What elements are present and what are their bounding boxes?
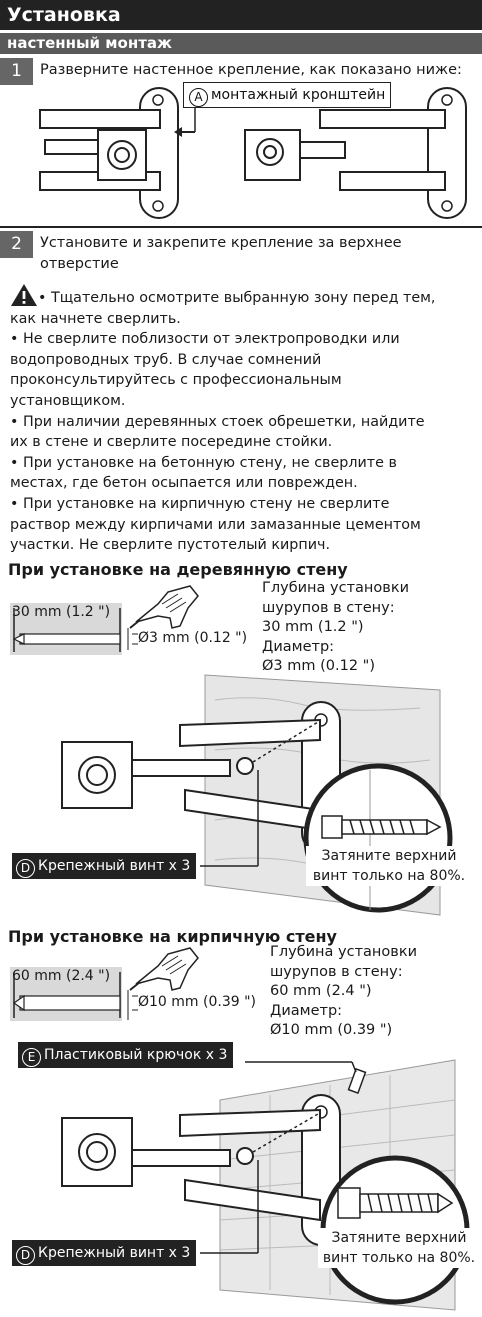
plastic-anchor-tag <box>18 1042 233 1068</box>
step-2-number: 2 <box>0 231 33 258</box>
wood-spec-line: 30 mm (1.2 ") <box>262 619 364 635</box>
drill-icon <box>128 944 203 994</box>
warning-line: • При наличии деревянных стоек обрешетки, найдите <box>10 413 425 430</box>
wood-spec-line: Глубина установки <box>262 580 409 596</box>
wood-spec-line: Ø3 mm (0.12 ") <box>262 658 375 674</box>
brick-tighten-note <box>318 1228 480 1268</box>
plastic-anchor-tag-text: Пластиковый крючок x 3 <box>44 1047 228 1063</box>
brick-spec-line: Глубина установки <box>270 944 417 960</box>
letter-d-badge: D <box>16 859 35 878</box>
warning-line: • При установке на кирпичную стену не сверлите <box>10 495 390 512</box>
wood-spec-line: шурупов в стену: <box>262 599 395 616</box>
warning-line: проконсультируйтесь с профессиональным <box>10 372 342 389</box>
page-subtitle: настенный монтаж <box>0 33 482 54</box>
warning-line: местах, где бетон осыпается или поврежден. <box>10 475 358 492</box>
brick-tighten-line: винт только на 80%. <box>322 1250 476 1266</box>
step-2-text-line2: отверстие <box>40 256 119 272</box>
brick-spec <box>270 943 417 1041</box>
warning-line: участки. Не сверлите пустотелый кирпич. <box>10 537 330 554</box>
warning-list <box>10 288 478 556</box>
warning-icon <box>10 283 38 307</box>
page-title: Установка <box>0 0 482 30</box>
brick-screw-tag <box>12 1240 196 1266</box>
drill-icon <box>128 582 203 632</box>
mounting-bracket-label-text: монтажный кронштейн <box>211 87 386 103</box>
letter-a-badge: A <box>189 88 208 107</box>
brick-wall-title: При установке на кирпичную стену <box>8 927 337 946</box>
letter-d-badge: D <box>16 1246 35 1265</box>
divider <box>0 226 482 228</box>
wood-spec <box>262 579 409 677</box>
wood-spec-line: Диаметр: <box>262 638 335 655</box>
step-1-number: 1 <box>0 58 33 85</box>
brick-spec-line: шурупов в стену: <box>270 963 403 980</box>
letter-e-badge: E <box>22 1048 41 1067</box>
step-2-text-line1: Установите и закрепите крепление за верхнее <box>40 235 402 251</box>
warning-line: • При установке на бетонную стену, не сверлите в <box>10 454 397 471</box>
brick-tighten-line: Затяните верхний <box>331 1230 467 1246</box>
wood-tighten-line: винт только на 80%. <box>312 868 466 884</box>
wood-depth-label: 30 mm (1.2 ") <box>12 604 111 620</box>
warning-line: раствор между кирпичами или замазанные цементом <box>10 516 421 533</box>
brick-wall-mount-illustration <box>0 1040 482 1317</box>
brick-spec-line: Диаметр: <box>270 1002 343 1019</box>
wood-diameter-label: Ø3 mm (0.12 ") <box>138 630 248 646</box>
warning-line: как начнете сверлить. <box>10 310 181 327</box>
mounting-bracket-label <box>183 82 391 108</box>
warning-line: установщиком. <box>10 392 126 409</box>
warning-line: • Тщательно осмотрите выбранную зону перед тем, <box>38 290 436 306</box>
brick-spec-line: Ø10 mm (0.39 ") <box>270 1022 393 1038</box>
step-1-text: Разверните настенное крепление, как показано ниже: <box>40 62 462 78</box>
wood-tighten-line: Затяните верхний <box>321 848 457 864</box>
brick-spec-line: 60 mm (2.4 ") <box>270 983 372 999</box>
warning-line: водопроводных труб. В случае сомнений <box>10 351 322 368</box>
wood-wall-title: При установке на деревянную стену <box>8 560 348 579</box>
wood-screw-tag <box>12 853 196 879</box>
wood-tighten-note <box>306 846 472 886</box>
brick-depth-label: 60 mm (2.4 ") <box>12 968 111 984</box>
warning-line: их в стене и сверлите посередине стойки. <box>10 434 333 451</box>
brick-screw-tag-text: Крепежный винт x 3 <box>38 1245 191 1261</box>
warning-line: • Не сверлите поблизости от электропроводки или <box>10 331 400 348</box>
brick-diameter-label: Ø10 mm (0.39 ") <box>138 994 256 1010</box>
wood-screw-tag-text: Крепежный винт x 3 <box>38 858 191 874</box>
